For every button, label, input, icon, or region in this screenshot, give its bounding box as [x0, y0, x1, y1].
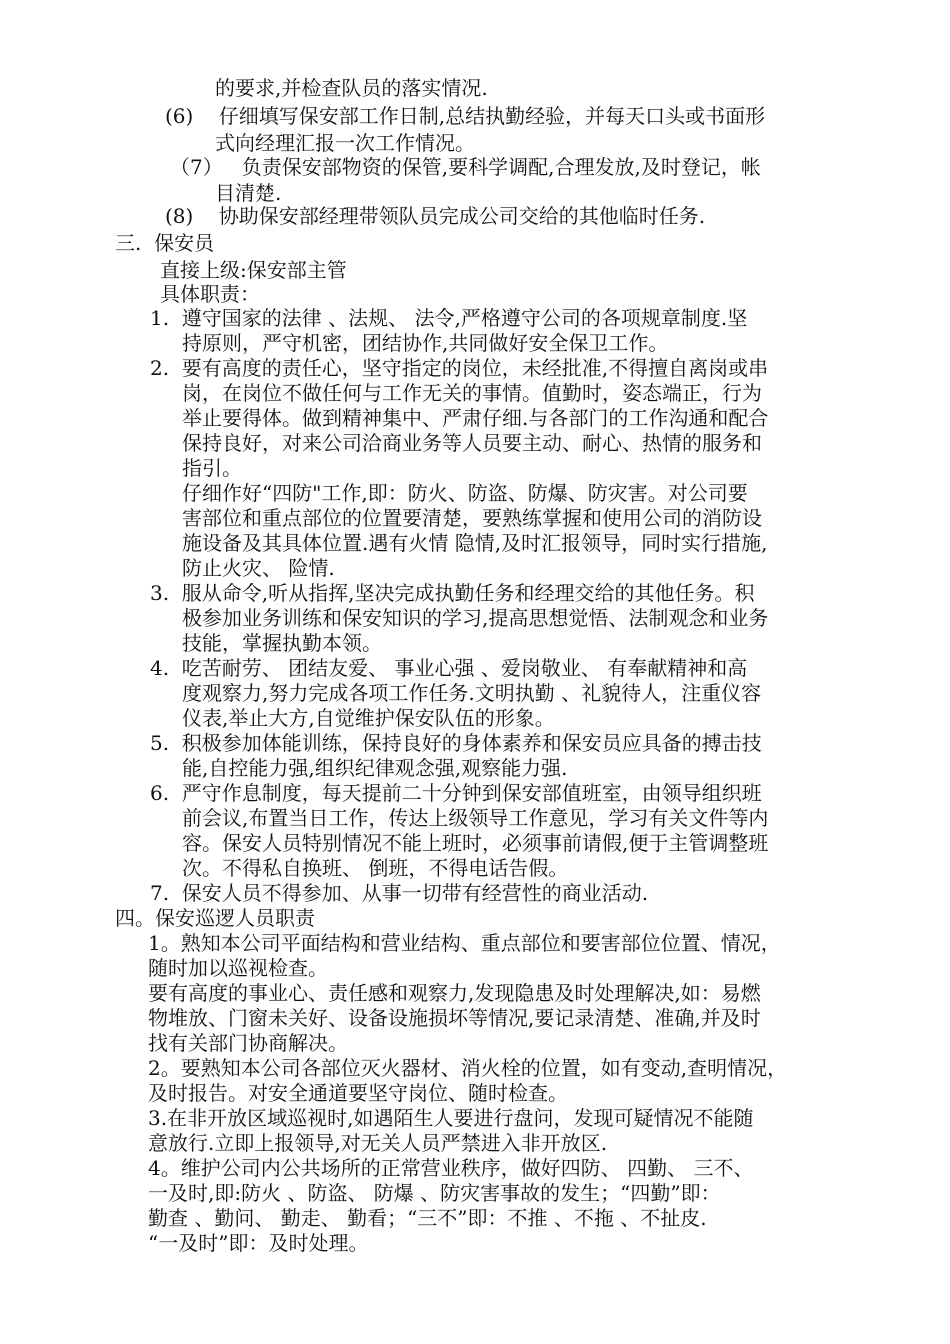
list-item: 3. 服从命令,听从指挥,坚决完成执勤任务和经理交给的其他任务。积: [150, 581, 755, 605]
text-line: 能,自控能力强,组织纪律观念强,观察能力强.: [182, 756, 568, 780]
text-line: 式向经理汇报一次工作情况。: [215, 131, 475, 155]
list-item: 6. 严守作息制度，每天提前二十分钟到保安部值班室，由领导组织班: [150, 781, 762, 805]
text-line: 意放行.立即上报领导,对无关人员严禁进入非开放区.: [148, 1131, 608, 1155]
text-line: “一及时”即：及时处理。: [148, 1231, 369, 1255]
text-line: 随时加以巡视检查。: [148, 956, 328, 980]
text-line: （7） 负责保安部物资的保管,要科学调配,合理发放,及时登记，帐: [170, 155, 761, 179]
text-line: 2。要熟知本公司各部位灭火器材、消火栓的位置，如有变动,查明情况，: [148, 1056, 788, 1080]
text-line: 仪表,举止大方,自觉维护保安队伍的形象。: [182, 706, 555, 730]
text-line: 害部位和重点部位的位置要清楚，要熟练掌握和使用公司的消防设: [182, 506, 762, 530]
text-line: 找有关部门协商解决。: [148, 1031, 348, 1055]
text-line: 次。不得私自换班、 倒班，不得电话告假。: [182, 856, 569, 880]
list-item: 7. 保安人员不得参加、从事一切带有经营性的商业活动.: [150, 881, 649, 905]
text-line: 前会议,布置当日工作，传达上级领导工作意见，学习有关文件等内: [182, 806, 769, 830]
text-line: 一及时,即:防火 、防盗、 防爆 、防灾害事故的发生；“四勤”即：: [148, 1181, 721, 1205]
text-line: 及时报告。对安全通道要坚守岗位、随时检查。: [148, 1081, 568, 1105]
text-line: 技能，掌握执勤本领。: [182, 631, 382, 655]
text-line: 目清楚.: [215, 181, 282, 205]
text-line: 仔细作好“四防"工作,即：防火、防盗、防爆、防灾害。对公司要: [182, 481, 748, 505]
list-item: 2. 要有高度的责任心，坚守指定的岗位，未经批准,不得擅自离岗或串: [150, 356, 769, 380]
text-line: 施设备及其具体位置.遇有火情 隐情,及时汇报领导，同时实行措施,: [182, 531, 768, 555]
text-line: 岗，在岗位不做任何与工作无关的事情。值勤时，姿态端正，行为: [182, 381, 762, 405]
list-item: 5. 积极参加体能训练，保持良好的身体素养和保安员应具备的搏击技: [150, 731, 762, 755]
text-line: 勤查 、勤问、 勤走、 勤看；“三不”即：不推 、不拖 、不扯皮.: [148, 1206, 707, 1230]
text-line: 1。熟知本公司平面结构和营业结构、重点部位和要害部位位置、情况，: [148, 931, 781, 955]
text-line: 4。维护公司内公共场所的正常营业秩序，做好四防、 四勤、 三不、: [148, 1156, 754, 1180]
text-line: 物堆放、门窗未关好、设备设施损坏等情况,要记录清楚、准确,并及时: [148, 1006, 761, 1030]
text-line: 3.在非开放区域巡视时,如遇陌生人要进行盘问，发现可疑情况不能随: [148, 1106, 754, 1130]
text-line: 容。保安人员特别情况不能上班时，必须事前请假,便于主管调整班: [182, 831, 769, 855]
text-line: 直接上级:保安部主管: [160, 258, 347, 282]
list-item: 4. 吃苦耐劳、 团结友爱、 事业心强 、爱岗敬业、 有奉献精神和高: [150, 656, 748, 680]
text-line: 极参加业务训练和保安知识的学习,提高思想觉悟、法制观念和业务: [182, 606, 769, 630]
section-heading: 三. 保安员: [115, 231, 215, 255]
text-line: 的要求,并检查队员的落实情况.: [215, 76, 488, 100]
section-heading: 四。保安巡逻人员职责: [115, 906, 315, 930]
text-line: 持原则，严守机密，团结协作,共同做好安全保卫工作。: [182, 331, 669, 355]
text-line: 度观察力,努力完成各项工作任务.文明执勤 、礼貌待人，注重仪容: [182, 681, 762, 705]
text-line: 防止火灾、 险情.: [182, 556, 335, 580]
text-line: (8) 协助保安部经理带领队员完成公司交给的其他临时任务.: [165, 204, 706, 228]
list-item: 1. 遵守国家的法律 、法规、 法令,严格遵守公司的各项规章制度.坚: [150, 306, 748, 330]
text-line: 具体职责：: [160, 282, 260, 306]
text-line: 指引。: [182, 456, 242, 480]
text-line: 举止要得体。做到精神集中、严肃仔细.与各部门的工作沟通和配合: [182, 406, 769, 430]
text-line: (6) 仔细填写保安部工作日制,总结执勤经验，并每天口头或书面形: [165, 104, 766, 128]
text-line: 要有高度的事业心、责任感和观察力,发现隐患及时处理解决,如：易燃: [148, 981, 761, 1005]
text-line: 保持良好，对来公司洽商业务等人员要主动、耐心、热情的服务和: [182, 431, 762, 455]
